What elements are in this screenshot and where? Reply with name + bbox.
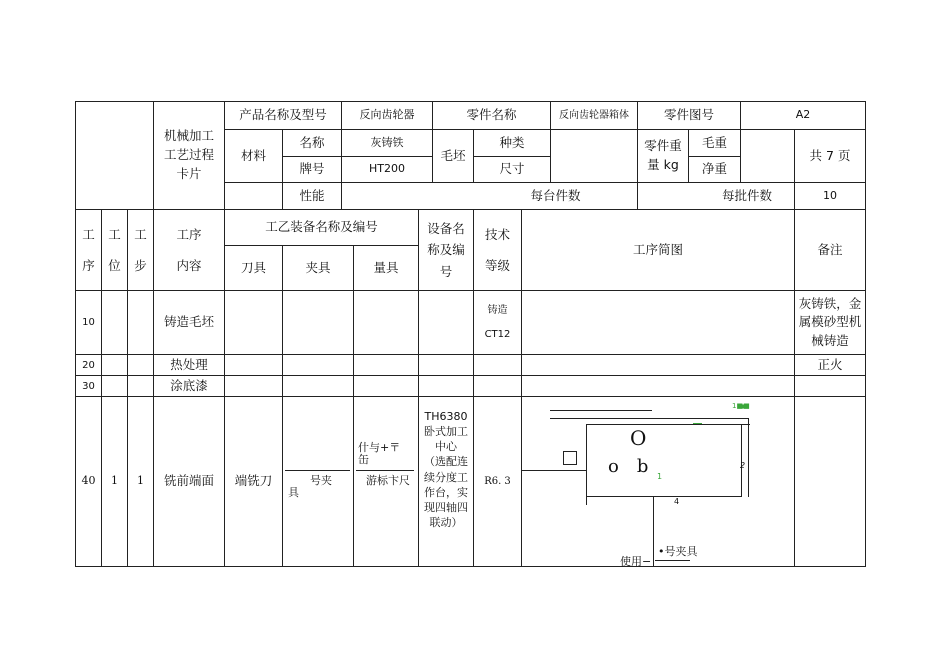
product-value: 反向齿轮器	[359, 108, 415, 122]
card-title: 机械加工 工艺过程 卡片	[163, 128, 214, 181]
total-pages: 共 7 页	[809, 147, 851, 163]
sketch-dim-1: 1	[657, 472, 663, 481]
row40-station: 1	[111, 474, 118, 488]
sketch-dim-4: 4	[674, 497, 680, 506]
part-name-label: 零件名称	[466, 107, 517, 123]
row10-remark: 灰铸铁，金 属模砂型机 械铸造	[798, 296, 862, 348]
row40-fixture-b: 具	[288, 486, 299, 499]
grade-label: 牌号	[299, 161, 325, 177]
col-fixture: 夹具	[305, 259, 331, 275]
row10-content: 铸造毛坯	[163, 314, 214, 330]
row40-fixture-a: 号夹	[310, 474, 332, 487]
row40-step: 1	[137, 474, 144, 488]
property-label: 性能	[299, 187, 325, 203]
part-weight-label: 零件重 量 kg	[644, 138, 682, 172]
col-station: 工 位	[108, 226, 121, 273]
row40-content: 铣前端面	[163, 473, 214, 489]
type-label: 种类	[499, 134, 525, 150]
per-batch-label: 每批件数	[721, 187, 772, 203]
product-label: 产品名称及型号	[239, 107, 327, 123]
sketch-big-o: O	[630, 426, 647, 450]
sketch-dim-2: 2	[740, 461, 746, 470]
row30-content: 涂底漆	[170, 377, 208, 393]
sketch-o-b: o b	[608, 456, 649, 477]
row40-gauge-a: 什与+〒 缶	[358, 441, 401, 467]
col-gauge: 量具	[373, 259, 399, 275]
size-label: 尺寸	[499, 161, 525, 177]
row10-op: 10	[82, 317, 95, 328]
row40-gauge-b: 游标卞尺	[366, 474, 410, 487]
sketch-fixture-note: •号夹具	[658, 545, 698, 558]
name-value: 灰铸铁	[370, 135, 404, 149]
material-label: 材料	[240, 147, 266, 163]
col-machine: 设备名 称及编 号	[427, 221, 465, 279]
sketch-top-note: 1■■	[732, 402, 750, 410]
drawing-no-label: 零件图号	[663, 107, 714, 123]
name-label: 名称	[299, 134, 325, 150]
row40-op: 40	[81, 474, 96, 488]
drawing-no-value: A2	[795, 108, 811, 122]
row10-tech: 铸造 CT12	[484, 304, 511, 340]
row40-cutter: 端铣刀	[234, 473, 273, 489]
blank-label: 毛坯	[440, 147, 466, 163]
net-weight-label: 净重	[701, 161, 727, 177]
part-name-value: 反向齿轮器箱体	[559, 110, 629, 121]
col-cutter: 刀具	[240, 259, 266, 275]
row20-remark: 正火	[817, 356, 843, 372]
row40-machine: TH6380 卧式加工 中心 （选配连 续分度工 作台，实 现四轴四 联动）	[424, 409, 468, 530]
col-tech-grade: 技术 等级	[484, 226, 510, 273]
row30-op: 30	[82, 380, 95, 392]
col-sketch: 工序简图	[632, 241, 683, 257]
row40-tech: R6. 3	[484, 476, 511, 487]
col-op-no: 工 序	[82, 226, 95, 273]
gross-weight-label: 毛重	[701, 134, 727, 150]
col-equipment-group: 工乙装备名称及编号	[265, 219, 378, 235]
per-batch-value: 10	[823, 188, 837, 202]
col-step: 工 步	[134, 226, 147, 273]
col-op-content: 工序 内容	[176, 226, 202, 273]
sketch-use-text: 使用−	[620, 555, 652, 568]
row20-op: 20	[82, 359, 95, 371]
col-remarks: 备注	[817, 241, 843, 257]
per-unit-label: 每台件数	[530, 187, 581, 203]
row20-content: 热处理	[170, 356, 208, 372]
grade-value: HT200	[369, 162, 405, 176]
